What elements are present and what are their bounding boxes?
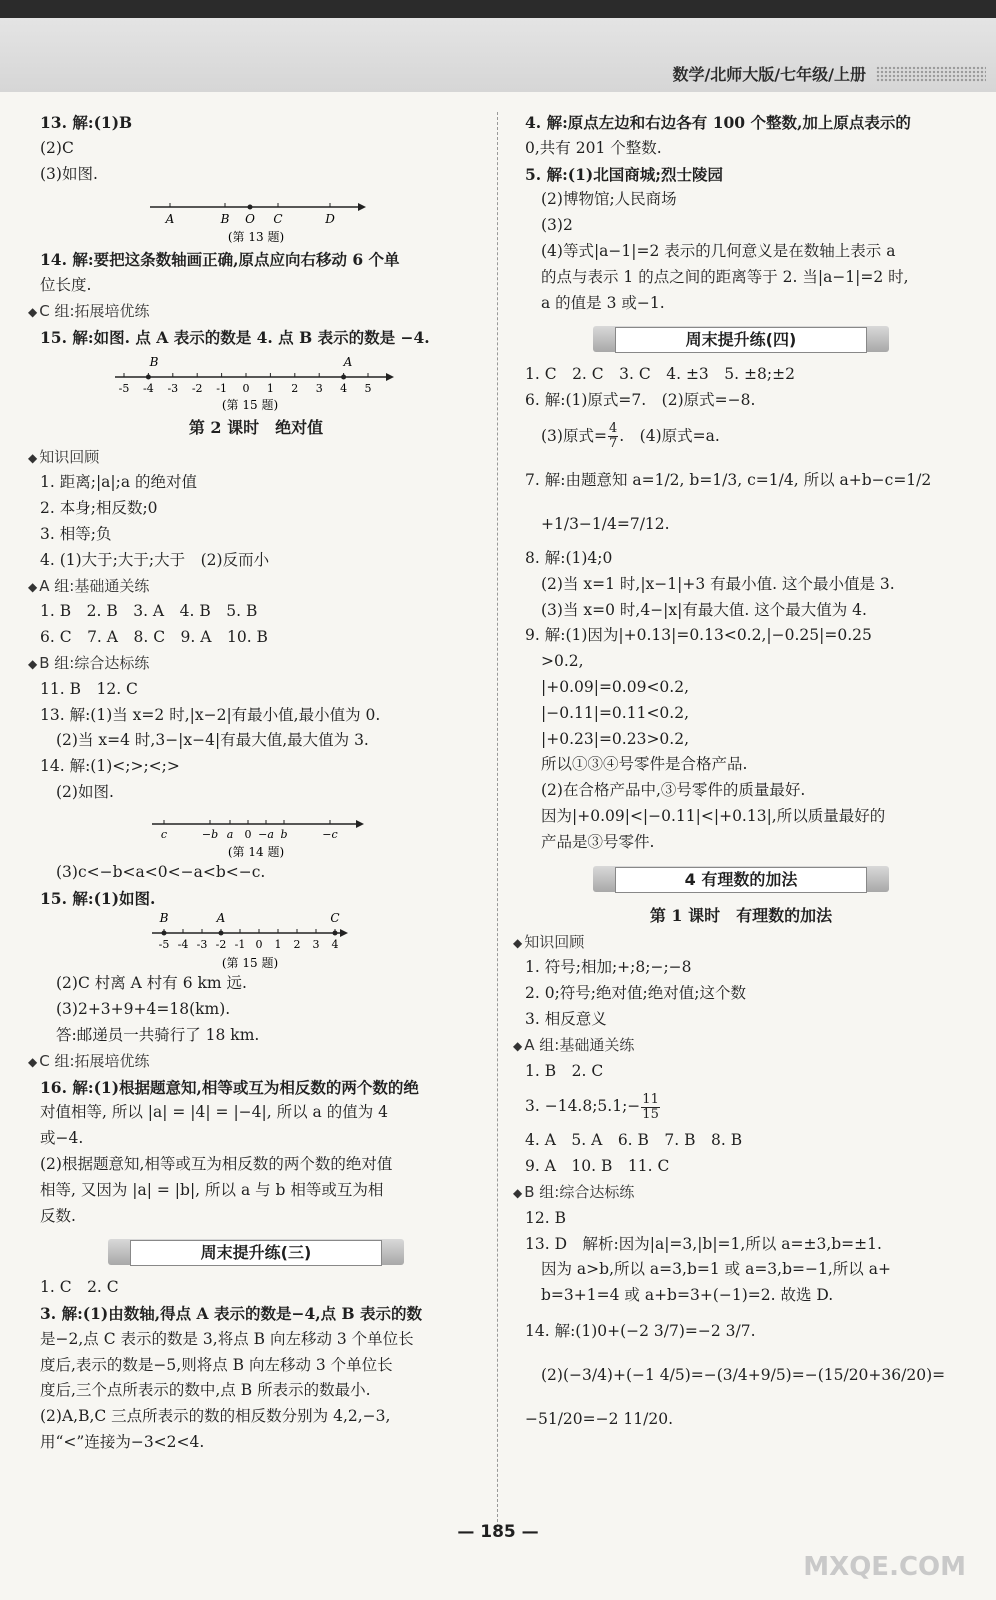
- fraction-11-15: $\frac{11}{15}$: [642, 1091, 659, 1122]
- b13-line3: b=3+1=4 或 a+b=3+(−1)=2. 故选 D.: [541, 1286, 834, 1305]
- c16-line6: 反数.: [40, 1206, 76, 1225]
- page-number: — 185 —: [457, 1522, 539, 1542]
- w8-line2: (2)当 x=1 时,|x−1|+3 有最小值. 这个最小值是 3.: [541, 574, 895, 593]
- w9-line3: |+0.09|=0.09<0.2,: [541, 677, 690, 696]
- w7-line1: 7. 解:由题意知 a=1/2, b=1/3, c=1/4, 所以 a+b−c=1/2: [525, 470, 932, 489]
- group-c-2: ◆ C 组:拓展培优练: [28, 1049, 472, 1075]
- header-title: 数学/北师大版/七年级/上册: [672, 65, 866, 84]
- tick-label: -1: [234, 938, 246, 952]
- q5-line3: (3)2: [541, 216, 573, 235]
- b13-line1: 13. D 解析:因为|a|=3,|b|=1,所以 a=±3,b=±1.: [525, 1234, 882, 1253]
- number-line-14: [40, 806, 472, 860]
- w9-line6: 所以①③④号零件是合格产品.: [541, 755, 748, 774]
- watermark: MXQE.COM: [803, 1552, 966, 1582]
- review-4: 4. (1)大于;大于;大于 (2)反而小: [40, 550, 270, 569]
- tick-label: 1: [266, 381, 274, 395]
- answers-b1: 11. B 12. C: [40, 679, 138, 698]
- label-c: c: [160, 827, 168, 841]
- number-line-15: [40, 351, 472, 411]
- tick-label: 0: [255, 938, 263, 952]
- w9-line8: 因为|+0.09|<|−0.11|<|+0.13|,所以质量最好的: [541, 806, 886, 825]
- w6-line2: [525, 414, 957, 458]
- c16-line4: (2)根据题意知,相等或互为相反数的两个数的绝对值: [40, 1154, 393, 1173]
- w7-line2: +1/3−1/4=7/12.: [541, 514, 670, 533]
- left-column: [40, 110, 472, 1456]
- right-column: [525, 110, 957, 1441]
- b14-line2: (2)(−3/4)+(−1 4/5)=−(3/4+9/5)=−(15/20+36/20)=: [541, 1365, 946, 1384]
- label-0: 0: [244, 827, 252, 841]
- label-b: b: [280, 827, 288, 841]
- tick-label: -2: [191, 381, 203, 395]
- group-a: ◆ A 组:基础通关练: [513, 1033, 957, 1059]
- tick-label: -5: [158, 938, 170, 952]
- label-O: O: [245, 212, 255, 227]
- label-B: B: [159, 911, 169, 926]
- label-a: a: [226, 827, 234, 841]
- w8-line1: 8. 解:(1)4;0: [525, 548, 613, 567]
- w9-line1: 9. 解:(1)因为|+0.13|=0.13<0.2,|−0.25|=0.25: [525, 626, 872, 645]
- tick-label: 4: [340, 381, 348, 395]
- review-2: 2. 0;符号;绝对值;绝对值;这个数: [525, 984, 746, 1003]
- tick-label: 3: [315, 381, 323, 395]
- weekend3-answers-1: 1. C 2. C: [40, 1278, 119, 1297]
- q5-line6: a 的值是 3 或−1.: [541, 293, 665, 312]
- banner-section-4: [525, 860, 957, 898]
- tick-label: -1: [216, 381, 227, 395]
- review-2: 2. 本身;相反数;0: [40, 499, 158, 518]
- a3-pre: 3. −14.8;5.1;−: [525, 1097, 641, 1116]
- answers-a1: 1. B 2. B 3. A 4. B 5. B: [40, 602, 258, 621]
- w3-line4: 度后,三个点所表示的数中,点 B 所表示的数最小.: [40, 1381, 371, 1400]
- w6-line1: 6. 解:(1)原式=7. (2)原式=−8.: [525, 391, 756, 410]
- point-dot: [146, 374, 151, 379]
- q4-line1: 4. 解:原点左边和右边各有 100 个整数,加上原点表示的: [525, 113, 911, 132]
- review-3: 3. 相等;负: [40, 524, 112, 543]
- b15-line1: 15. 解:(1)如图.: [40, 888, 156, 908]
- fraction-4-7: $\frac{4}{7}$: [608, 421, 618, 452]
- tick-label: -2: [215, 938, 227, 952]
- label-A: A: [165, 212, 175, 227]
- c16-line1: 16. 解:(1)根据题意知,相等或互为相反数的两个数的绝: [40, 1077, 419, 1097]
- tick-label: 2: [293, 938, 301, 952]
- w9-line4: |−0.11|=0.11<0.2,: [541, 703, 690, 722]
- label-B: B: [149, 354, 159, 369]
- point-dot: [333, 931, 338, 936]
- review-3: 3. 相反意义: [525, 1009, 607, 1028]
- caption-13: (第 13 题): [227, 230, 285, 245]
- b14-line3: (3)c<−b<a<0<−a<b<−c.: [56, 862, 266, 881]
- tick-label: -4: [143, 381, 154, 395]
- w3-line6: 用“<”连接为−3<2<4.: [40, 1433, 205, 1452]
- b14-line3: −51/20=−2 11/20.: [525, 1409, 674, 1428]
- number-line-15b: [40, 911, 472, 971]
- tick-label: -5: [118, 381, 130, 395]
- q4-line2: 0,共有 201 个整数.: [525, 138, 662, 157]
- label-neg-a: −a: [258, 827, 274, 841]
- answers-a4: 4. A 5. A 6. B 7. B 8. B: [525, 1131, 743, 1150]
- figure-14: [40, 806, 472, 860]
- b14-line1: 14. 解:(1)<;>;<;>: [40, 757, 180, 776]
- figure-13: [40, 187, 472, 247]
- answers-a2: 6. C 7. A 8. C 9. A 10. B: [40, 628, 268, 647]
- w3-line5: (2)A,B,C 三点所表示的数的相反数分别为 4,2,−3,: [40, 1407, 391, 1426]
- q14-line2: 位长度.: [40, 276, 92, 295]
- point-dot: [341, 374, 346, 379]
- banner-text: 周末提升练(三): [130, 1240, 382, 1266]
- lesson-2-title: 第 2 课时 绝对值: [188, 417, 324, 437]
- b14-line2: (2)如图.: [56, 782, 114, 801]
- w9-line9: 产品是③号零件.: [541, 832, 655, 851]
- column-divider: [497, 112, 499, 1532]
- tick-label: 5: [364, 381, 372, 395]
- group-c-1: ◆ C 组:拓展培优练: [28, 299, 472, 325]
- figure-15: [40, 351, 472, 411]
- group-b: ◆ B 组:综合达标练: [28, 651, 472, 677]
- review-1: 1. 符号;相加;+;8;−;−8: [525, 958, 692, 977]
- tick-label: 3: [312, 938, 320, 952]
- label-neg-c: −c: [322, 827, 338, 841]
- label-C: C: [330, 911, 340, 926]
- answers-a3: [525, 1084, 957, 1128]
- top-bar: [0, 0, 996, 18]
- banner-text: 4 有理数的加法: [615, 867, 867, 893]
- review-heading: ◆ 知识回顾: [513, 930, 957, 956]
- tick-label: -3: [167, 381, 179, 395]
- answers-b12: 12. B: [525, 1208, 566, 1227]
- q5-line5: 的点与表示 1 的点之间的距离等于 2. 当|a−1|=2 时,: [541, 267, 909, 286]
- label-A: A: [216, 911, 226, 926]
- q5-line1: 5. 解:(1)北国商城;烈士陵园: [525, 164, 723, 184]
- b15-line4: 答:邮递员一共骑行了 18 km.: [56, 1025, 260, 1044]
- weekend4-answers-1: 1. C 2. C 3. C 4. ±3 5. ±8;±2: [525, 365, 795, 384]
- w9-line2: >0.2,: [541, 652, 584, 671]
- w3-line2: 是−2,点 C 表示的数是 3,将点 B 向左移动 3 个单位长: [40, 1329, 414, 1348]
- q13-line1: 13. 解:(1)B: [40, 113, 133, 132]
- caption-15: (第 15 题): [221, 397, 279, 411]
- q5-line2: (2)博物馆;人民商场: [541, 190, 677, 209]
- group-a: ◆ A 组:基础通关练: [28, 574, 472, 600]
- b13-line2: (2)当 x=4 时,3−|x−4|有最大值,最大值为 3.: [56, 731, 369, 750]
- label-neg-b: −b: [201, 827, 219, 841]
- b13-line2: 因为 a>b,所以 a=3,b=1 或 a=3,b=−1,所以 a+: [541, 1260, 891, 1279]
- w3-line3: 度后,表示的数是−5,则将点 B 向左移动 3 个单位长: [40, 1355, 393, 1374]
- b13-line1: 13. 解:(1)当 x=2 时,|x−2|有最小值,最小值为 0.: [40, 705, 381, 724]
- w6-pre: (3)原式=: [541, 426, 607, 445]
- caption-14: (第 14 题): [227, 844, 285, 859]
- w3-line1: 3. 解:(1)由数轴,得点 A 表示的数是−4,点 B 表示的数: [40, 1304, 423, 1324]
- b15-line3: (3)2+3+9+4=18(km).: [56, 1000, 231, 1019]
- group-b: ◆ B 组:综合达标练: [513, 1180, 957, 1206]
- number-line-13: [40, 187, 472, 247]
- banner-weekend-3: [40, 1233, 472, 1271]
- banner-weekend-4: [525, 320, 957, 358]
- q15-line1: 15. 解:如图. 点 A 表示的数是 4. 点 B 表示的数是 −4.: [40, 327, 430, 347]
- c16-line2: 对值相等, 所以 |a| = |4| = |−4|, 所以 a 的值为 4: [40, 1103, 388, 1122]
- answers-a5: 9. A 10. B 11. C: [525, 1157, 670, 1176]
- b15-line2: (2)C 村离 A 村有 6 km 远.: [56, 974, 247, 993]
- review-1: 1. 距离;|a|;a 的绝对值: [40, 473, 198, 492]
- label-D: D: [325, 212, 335, 227]
- tick-label: -4: [177, 938, 189, 952]
- w6-post: . (4)原式=a.: [619, 426, 720, 445]
- tick-label: 2: [291, 381, 299, 395]
- b14-line1: 14. 解:(1)0+(−2 3/7)=−2 3/7.: [525, 1321, 756, 1340]
- figure-15b: [40, 911, 472, 971]
- q14-line1: 14. 解:要把这条数轴画正确,原点应向右移动 6 个单: [40, 250, 400, 270]
- c16-line5: 相等, 又因为 |a| = |b|, 所以 a 与 b 相等或互为相: [40, 1180, 384, 1199]
- point-dot: [219, 931, 224, 936]
- w9-line7: (2)在合格产品中,③号零件的质量最好.: [541, 781, 806, 800]
- q13-line2: (2)C: [40, 138, 74, 157]
- tick-label: -3: [196, 938, 208, 952]
- review-heading: ◆ 知识回顾: [28, 445, 472, 471]
- w9-line5: |+0.23|=0.23>0.2,: [541, 729, 690, 748]
- q5-line4: (4)等式|a−1|=2 表示的几何意义是在数轴上表示 a: [541, 241, 896, 260]
- caption-15b: (第 15 题): [221, 956, 279, 971]
- tick-label: 1: [274, 938, 282, 952]
- tick-label: 4: [331, 938, 339, 952]
- label-C: C: [273, 212, 283, 227]
- label-A: A: [343, 354, 353, 369]
- header-dots-decoration: [876, 66, 986, 82]
- lesson-1-title: 第 1 课时 有理数的加法: [649, 905, 833, 925]
- w8-line3: (3)当 x=0 时,4−|x|有最大值. 这个最大值为 4.: [541, 600, 867, 619]
- banner-text: 周末提升练(四): [615, 327, 867, 353]
- label-B: B: [220, 212, 230, 227]
- answers-a1: 1. B 2. C: [525, 1061, 604, 1080]
- c16-line3: 或−4.: [40, 1129, 84, 1148]
- tick-label: 0: [242, 381, 250, 395]
- q13-line3: (3)如图.: [40, 164, 98, 183]
- point-dot: [162, 931, 167, 936]
